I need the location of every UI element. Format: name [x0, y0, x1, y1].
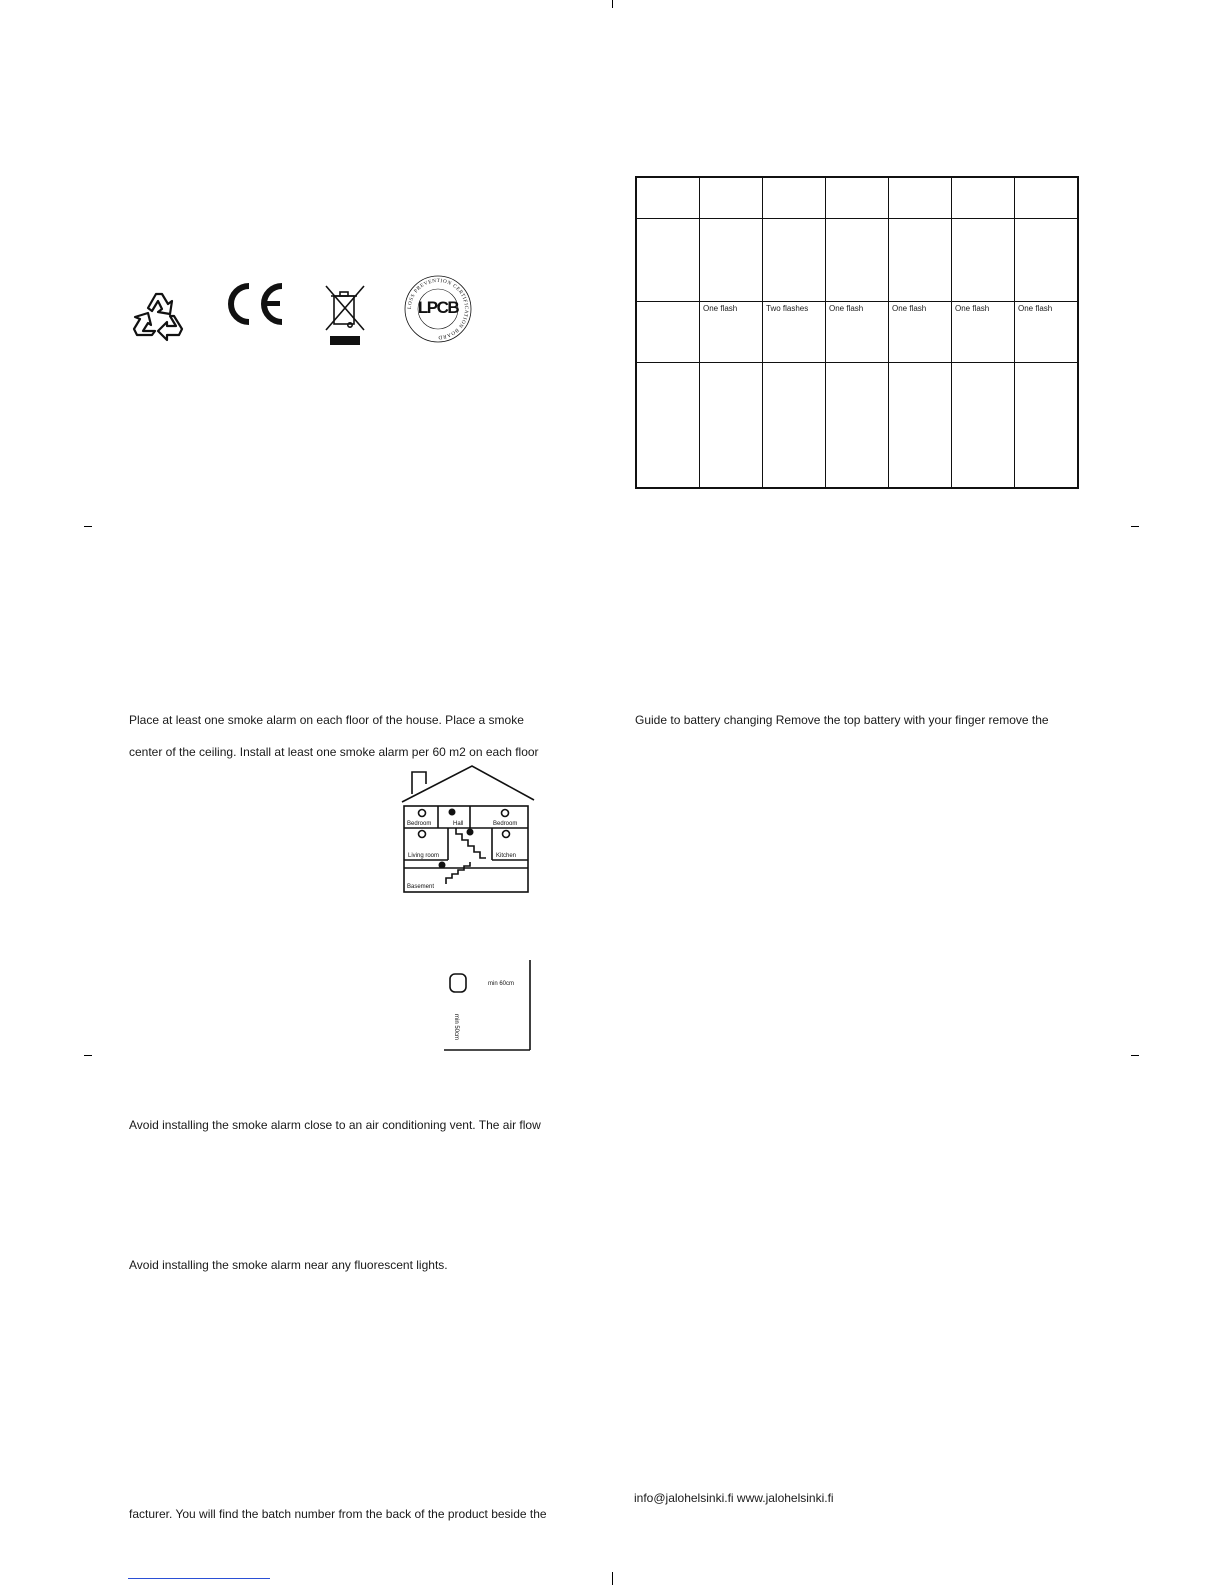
table-cell: One flash: [1018, 304, 1053, 313]
table-row: [636, 177, 1078, 219]
house-placement-diagram: [400, 764, 536, 894]
batch-number-text: facturer. You will find the batch number from the back of the product beside the: [129, 1507, 547, 1521]
air-vent-warning-text: Avoid installing the smoke alarm close to an air conditioning vent. The air flow: [129, 1118, 541, 1132]
lpcb-seal-icon: [403, 274, 473, 344]
ce-mark-icon: [222, 282, 286, 326]
room-label: Basement: [407, 884, 435, 890]
table-cell: One flash: [955, 304, 990, 313]
placement-text-line-1: Place at least one smoke alarm on each floor of the house. Place a smoke: [129, 713, 524, 727]
crop-mark-bottom: [612, 1572, 613, 1585]
logo-row: [128, 277, 478, 350]
placement-text-line-2: center of the ceiling. Install at least one smoke alarm per 60 m2 on each floor: [129, 745, 539, 759]
table-row: [636, 219, 1078, 302]
lpcb-ring-text: LOSS PREVENTION CERTIFICATION BOARD: [406, 277, 470, 341]
room-label: Kitchen: [496, 853, 517, 859]
contact-info-text: info@jalohelsinki.fi www.jalohelsinki.fi: [634, 1491, 834, 1505]
battery-guide-text: Guide to battery changing Remove the top battery with your finger remove the: [635, 713, 1049, 727]
room-label: Bedroom: [493, 821, 518, 827]
room-label: Living room: [408, 853, 440, 859]
table-cell: Two flashes: [766, 304, 809, 313]
crop-mark-right-lower: [1131, 1055, 1139, 1056]
table-cell: One flash: [892, 304, 927, 313]
crop-mark-left-lower: [84, 1055, 92, 1056]
table-row: [636, 363, 1078, 489]
table-row-flash: [636, 302, 1078, 363]
crop-mark-right-upper: [1131, 526, 1139, 527]
room-label: Bedroom: [407, 821, 432, 827]
table-cell: [637, 302, 699, 306]
crossed-bin-icon: [324, 284, 366, 346]
fluorescent-warning-text: Avoid installing the smoke alarm near any fluorescent lights.: [129, 1258, 448, 1272]
recycle-icon: [128, 282, 194, 350]
table-cell: One flash: [703, 304, 738, 313]
led-indication-table: [635, 176, 1079, 489]
wall-distance-diagram: [440, 958, 535, 1052]
lpcb-center-text: LPCB: [417, 298, 459, 317]
table-cell: One flash: [829, 304, 864, 313]
crop-mark-top: [612, 0, 613, 8]
crop-mark-left-upper: [84, 526, 92, 527]
room-label: Hall: [453, 821, 464, 827]
horizontal-distance-label: min 60cm: [488, 981, 515, 987]
vertical-distance-label: min 50cm: [453, 1014, 459, 1041]
hyperlink-underline: [128, 1578, 270, 1579]
